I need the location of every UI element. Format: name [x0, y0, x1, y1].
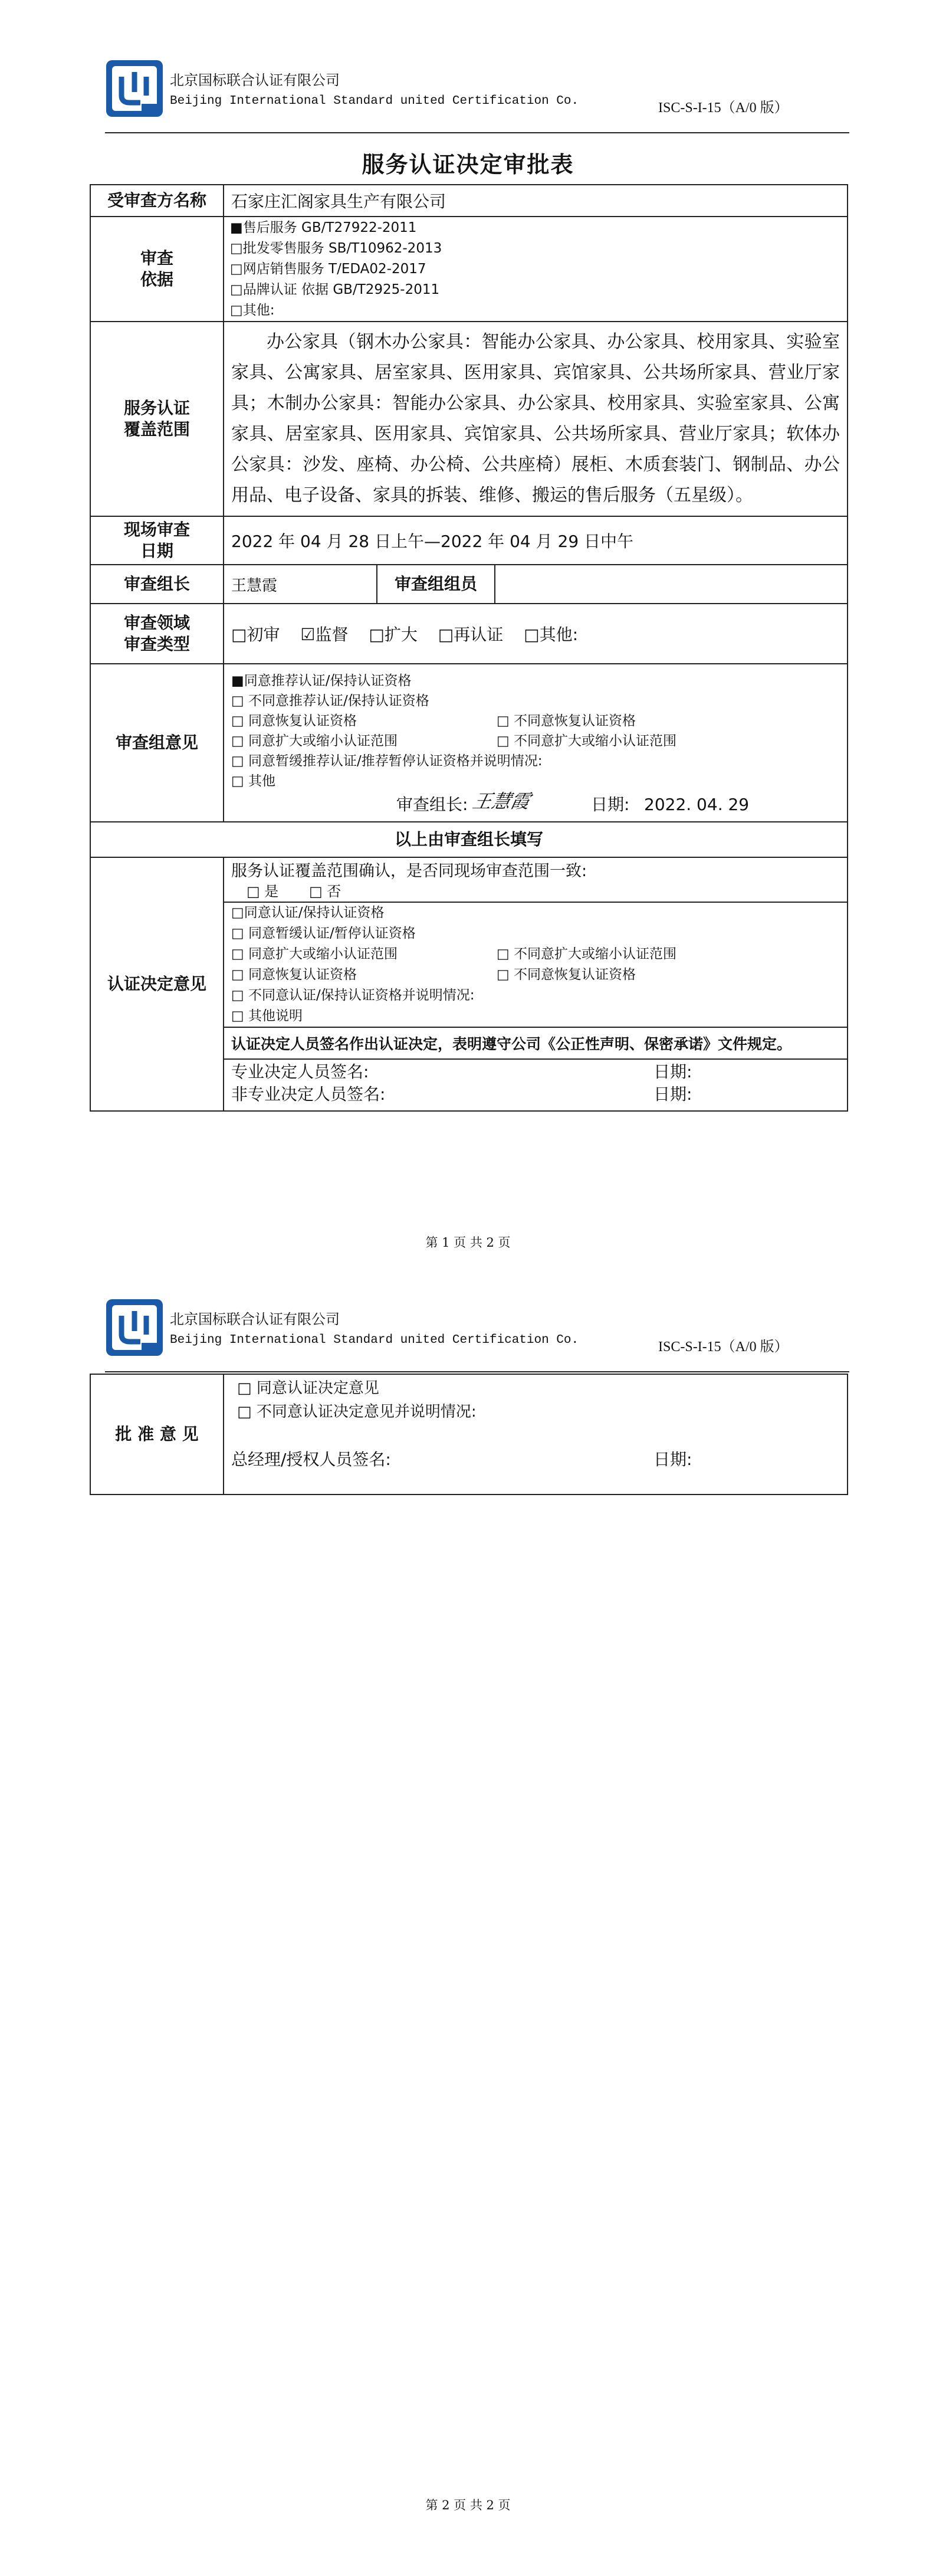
opinion-option[interactable]: □ 同意扩大或缩小认证范围	[231, 733, 398, 749]
document-code: ISC-S-I-15（A/0 版）	[658, 1339, 789, 1355]
approval-sign-label: 总经理/授权人员签名:	[231, 1450, 391, 1469]
audit-type-label-line1: 审查领域	[123, 613, 190, 632]
audit-date-row	[90, 516, 848, 565]
basis-items	[224, 217, 848, 322]
page-1	[0, 0, 936, 1286]
team-member-label: 审查组组员	[377, 565, 495, 604]
pro-sign-date-label: 日期:	[653, 1062, 692, 1081]
audit-date-label	[90, 516, 224, 565]
audit-date-value: 2022 年 04 月 28 日上午—2022 年 04 月 29 日中午	[224, 516, 848, 565]
decision-statement: 认证决定人员签名作出认证决定，表明遵守公司《公正性声明、保密承诺》文件规定。	[224, 1028, 847, 1060]
leader-sign-line	[231, 791, 847, 815]
page-2-footer: 第 2 页 共 2 页	[425, 2498, 511, 2512]
audit-type-option[interactable]: ☑监督	[300, 625, 349, 644]
audit-type-option[interactable]: □扩大	[369, 625, 418, 644]
decision-options	[224, 903, 847, 1028]
document-code: ISC-S-I-15（A/0 版）	[658, 100, 789, 116]
audit-type-label-line2: 审查类型	[123, 634, 190, 654]
approval-date-label: 日期:	[653, 1450, 692, 1469]
decision-option[interactable]: □ 不同意扩大或缩小认证范围	[497, 946, 677, 962]
page-header	[105, 1298, 849, 1363]
basis-item[interactable]: □批发零售服务 SB/T10962-2013	[230, 240, 442, 256]
audit-date-label-line1: 现场审查	[123, 520, 190, 539]
page-2	[0, 1286, 936, 2576]
opinion-option[interactable]: □ 不同意恢复认证资格	[497, 713, 636, 729]
team-opinion-row	[90, 664, 848, 822]
filled-by-leader-row	[90, 822, 848, 857]
scope-confirm-question: 服务认证覆盖范围确认，是否同现场审查范围一致:	[231, 862, 587, 880]
page-header	[105, 59, 849, 124]
applicant-value: 石家庄汇阁家具生产有限公司	[224, 185, 848, 217]
approval-label: 批 准 意 见	[90, 1374, 224, 1495]
scope-text: 办公家具（钢木办公家具：智能办公家具、办公家具、校用家具、实验室家具、公寓家具、居室家具、医用家具、宾馆家具、公共场所家具、营业厅家具；木制办公家具：智能办公家具、办公家具、校用家具、实验室家具、公寓家具、居室家具、医用家具、宾馆家具、公共场所家具、营业厅家具；软体办公家具：沙发、座椅、办公椅、公共座椅）展柜、木质套装门、钢制品、办公用品、电子设备、家具的拆装、维修、搬运的售后服务（五星级）。	[224, 322, 848, 516]
decision-option[interactable]: □ 同意恢复认证资格	[231, 967, 357, 982]
isc-logo-icon	[105, 59, 164, 118]
decision-label: 认证决定意见	[90, 857, 224, 1111]
form-title: 服务认证决定审批表	[362, 152, 574, 178]
decision-signatures	[224, 1060, 847, 1107]
basis-item[interactable]: □网店销售服务 T/EDA02-2017	[230, 261, 426, 277]
team-leader-value: 王慧霞	[224, 565, 377, 604]
decision-row	[90, 857, 848, 1111]
audit-type-option[interactable]: □初审	[231, 625, 280, 644]
applicant-row	[90, 185, 848, 217]
company-name-cn: 北京国标联合认证有限公司	[170, 72, 340, 89]
leader-signature: 王慧霞	[470, 790, 533, 812]
approval-option[interactable]: □ 不同意认证决定意见并说明情况:	[237, 1403, 477, 1421]
audit-type-row	[90, 604, 848, 664]
basis-row	[90, 217, 848, 322]
scope-label-line1: 服务认证	[123, 398, 190, 418]
opinion-option[interactable]: ■同意推荐认证/保持认证资格	[231, 673, 412, 689]
opinion-option[interactable]: □ 同意暂缓推荐认证/推荐暂停认证资格并说明情况:	[231, 753, 543, 769]
decision-option[interactable]: □ 不同意恢复认证资格	[497, 967, 636, 982]
basis-item[interactable]: □品牌认证 依据 GB/T2925-2011	[230, 281, 440, 297]
decision-option[interactable]: □ 不同意认证/保持认证资格并说明情况:	[231, 988, 475, 1003]
approval-row	[90, 1374, 848, 1495]
nonpro-sign-date-label: 日期:	[653, 1084, 692, 1104]
opinion-option[interactable]: □ 其他	[231, 774, 276, 789]
approval-table	[90, 1374, 848, 1495]
basis-label	[90, 217, 224, 322]
leader-date-value: 2022. 04. 29	[644, 795, 750, 814]
decision-option[interactable]: □ 其他说明	[231, 1008, 303, 1024]
opinion-option[interactable]: □ 不同意推荐认证/保持认证资格	[231, 693, 429, 709]
audit-type-option[interactable]: □再认证	[438, 625, 504, 644]
audit-type-option[interactable]: □其他:	[524, 625, 579, 644]
confirm-yes[interactable]: □ 是	[247, 883, 279, 900]
scope-row	[90, 322, 848, 516]
team-member-value[interactable]	[495, 565, 848, 604]
basis-item[interactable]: □其他:	[230, 302, 275, 318]
company-name-en: Beijing International Standard united Certification Co.	[170, 1333, 579, 1347]
opinion-option[interactable]: □ 不同意扩大或缩小认证范围	[497, 733, 677, 749]
decision-cell	[224, 857, 848, 1111]
team-leader-label: 审查组长	[90, 565, 224, 604]
applicant-label: 受审查方名称	[90, 185, 224, 217]
basis-label-line2: 依据	[140, 270, 173, 289]
team-opinion-label: 审查组意见	[90, 664, 224, 822]
company-name-en: Beijing International Standard united Certification Co.	[170, 94, 579, 108]
basis-label-line1: 审查	[140, 248, 173, 268]
leader-sign-label: 审查组长:	[396, 795, 468, 814]
confirm-no[interactable]: □ 否	[308, 883, 341, 900]
nonpro-sign-label: 非专业决定人员签名:	[231, 1084, 386, 1104]
scope-label-line2: 覆盖范围	[123, 419, 190, 439]
decision-option[interactable]: □ 同意扩大或缩小认证范围	[231, 946, 398, 962]
page-1-footer: 第 1 页 共 2 页	[425, 1235, 511, 1250]
approval-form-table	[90, 184, 848, 1112]
decision-option[interactable]: □ 同意暂缓认证/暂停认证资格	[231, 926, 416, 941]
team-row	[90, 565, 848, 604]
scope-label	[90, 322, 224, 516]
approval-cell	[224, 1374, 848, 1495]
audit-type-options	[224, 604, 848, 664]
filled-by-leader-note: 以上由审查组长填写	[90, 822, 848, 857]
team-opinion-options	[224, 664, 848, 822]
opinion-option[interactable]: □ 同意恢复认证资格	[231, 713, 357, 729]
scope-confirm-block	[224, 861, 847, 903]
audit-type-label	[90, 604, 224, 664]
approval-option[interactable]: □ 同意认证决定意见	[237, 1379, 379, 1397]
isc-logo-icon	[105, 1298, 164, 1357]
header-divider	[105, 1371, 849, 1372]
basis-item[interactable]: ■售后服务 GB/T27922-2011	[230, 219, 417, 235]
decision-option[interactable]: □同意认证/保持认证资格	[231, 905, 385, 920]
company-name-cn: 北京国标联合认证有限公司	[170, 1311, 340, 1328]
header-divider	[105, 132, 849, 133]
pro-sign-label: 专业决定人员签名:	[231, 1062, 369, 1081]
leader-date-label: 日期:	[591, 795, 630, 814]
audit-date-label-line2: 日期	[140, 541, 173, 561]
